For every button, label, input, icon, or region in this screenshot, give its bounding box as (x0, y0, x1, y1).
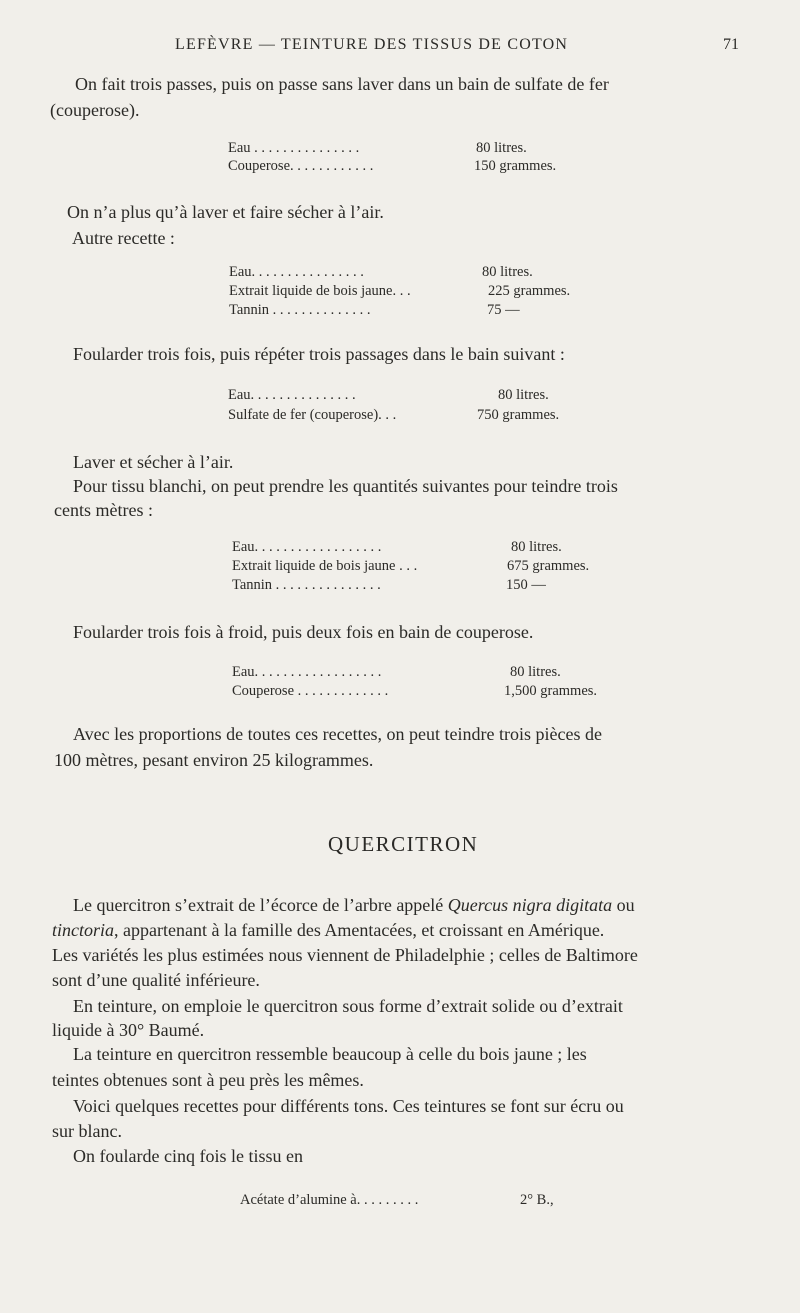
paragraph-line: sur blanc. (52, 1121, 122, 1141)
recipe-value: 80 litres. (511, 539, 562, 555)
recipe-label: Eau . . . . . . . . . . . . . . . (228, 140, 360, 156)
text-run: ou (612, 895, 635, 915)
recipe-value: 80 litres. (476, 140, 527, 156)
recipe-label: Couperose . . . . . . . . . . . . . (232, 683, 389, 699)
recipe-label: Tannin . . . . . . . . . . . . . . . (232, 577, 381, 593)
recipe-label: Eau. . . . . . . . . . . . . . . . (229, 264, 364, 280)
paragraph-line: sont d’une qualité inférieure. (52, 970, 260, 990)
recipe-value: 225 grammes. (488, 283, 571, 299)
paragraph-line: Avec les proportions de toutes ces recettes, on peut teindre trois pièces de (73, 724, 602, 744)
recipe-label: Eau. . . . . . . . . . . . . . . (228, 387, 356, 403)
recipe-label: Acétate d’alumine à. . . . . . . . . (240, 1192, 419, 1208)
paragraph-line: 100 mètres, pesant environ 25 kilogrammes. (54, 750, 374, 770)
recipe-value: 75 — (487, 302, 520, 318)
paragraph-line: Foularder trois fois, puis répéter trois passages dans le bain suivant : (73, 344, 565, 364)
paragraph-line: Foularder trois fois à froid, puis deux fois en bain de couperose. (73, 622, 534, 642)
recipe-label: Extrait liquide de bois jaune. . . (229, 283, 411, 299)
page-number: 71 (723, 36, 739, 53)
recipe-label: Eau. . . . . . . . . . . . . . . . . . (232, 539, 382, 555)
recipe-value: 80 litres. (498, 387, 549, 403)
recipe-value: 150 grammes. (474, 158, 557, 174)
recipe-value: 1,500 grammes. (504, 683, 598, 699)
recipe-value: 750 grammes. (477, 407, 560, 423)
recipe-value: 675 grammes. (507, 558, 590, 574)
paragraph-line: Autre recette : (72, 228, 175, 248)
recipe-label: Couperose. . . . . . . . . . . . (228, 158, 374, 174)
paragraph-line: Laver et sécher à l’air. (73, 452, 234, 472)
latin-species-name: Quercus nigra digitata (447, 895, 613, 915)
paragraph-line: (couperose). (50, 100, 140, 120)
paragraph-line: teintes obtenues sont à peu près les mêmes. (52, 1070, 364, 1090)
paragraph-line: On foularde cinq fois le tissu en (73, 1146, 303, 1166)
latin-species-name: tinctoria (52, 920, 114, 940)
recipe-label: Tannin . . . . . . . . . . . . . . (229, 302, 371, 318)
recipe-label: Eau. . . . . . . . . . . . . . . . . . (232, 664, 382, 680)
paragraph-line: Pour tissu blanchi, on peut prendre les quantités suivantes pour teindre trois (73, 476, 618, 496)
paragraph-line: La teinture en quercitron ressemble beaucoup à celle du bois jaune ; les (73, 1044, 587, 1064)
paragraph-line: Les variétés les plus estimées nous viennent de Philadelphie ; celles de Baltimore (52, 945, 638, 965)
paragraph-line (52, 920, 604, 941)
running-header: LEFÈVRE — TEINTURE DES TISSUS DE COTON (175, 36, 569, 53)
paragraph-line: cents mètres : (54, 500, 153, 520)
recipe-label: Sulfate de fer (couperose). . . (228, 407, 397, 423)
recipe-value: 150 — (506, 577, 546, 593)
recipe-label: Extrait liquide de bois jaune . . . (232, 558, 418, 574)
recipe-value: 2° B., (520, 1192, 554, 1208)
paragraph-line: Voici quelques recettes pour différents tons. Ces teintures se font sur écru ou (73, 1096, 624, 1116)
section-heading: QUERCITRON (328, 832, 479, 856)
paragraph-line: En teinture, on emploie le quercitron sous forme d’extrait solide ou d’extrait (73, 996, 623, 1016)
paragraph-line: liquide à 30° Baumé. (52, 1020, 205, 1040)
text-run: Le quercitron s’extrait de l’écorce de l’arbre appelé (73, 895, 448, 915)
text-run: , appartenant à la famille des Amentacées, et croissant en Amérique. (114, 920, 605, 940)
paragraph-line: On fait trois passes, puis on passe sans laver dans un bain de sulfate de fer (75, 74, 609, 94)
paragraph-line: On n’a plus qu’à laver et faire sécher à l’air. (67, 202, 384, 222)
recipe-value: 80 litres. (482, 264, 533, 280)
paragraph-line (73, 895, 635, 916)
recipe-value: 80 litres. (510, 664, 561, 680)
